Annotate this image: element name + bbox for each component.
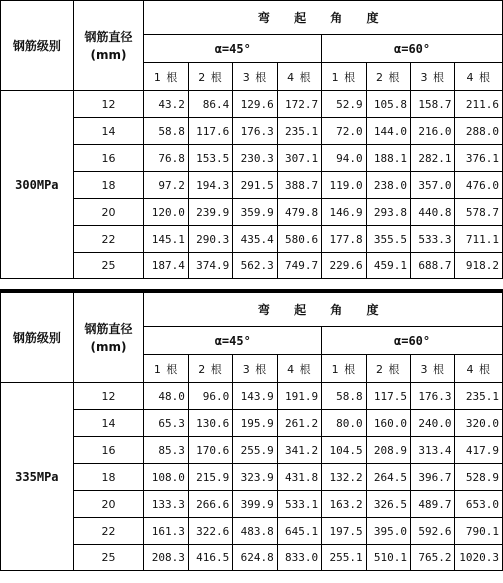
grade-label: 335MPa — [1, 383, 74, 571]
length-cell: 790.1 — [455, 518, 503, 545]
length-cell: 562.3 — [233, 253, 277, 279]
length-cell: 146.9 — [322, 199, 366, 226]
length-cell: 80.0 — [322, 410, 366, 437]
length-cell: 117.5 — [366, 383, 410, 410]
length-cell: 133.3 — [144, 491, 188, 518]
bar-count-header: 1 根 — [322, 63, 366, 91]
table-row — [1, 172, 503, 199]
length-cell: 170.6 — [188, 437, 232, 464]
length-cell: 528.9 — [455, 464, 503, 491]
table-row — [1, 383, 503, 410]
diameter-header — [73, 293, 144, 383]
length-cell: 1020.3 — [455, 545, 503, 571]
length-cell: 94.0 — [322, 145, 366, 172]
alpha-60-header: α=60° — [322, 35, 503, 63]
length-cell: 163.2 — [322, 491, 366, 518]
length-cell: 653.0 — [455, 491, 503, 518]
table-row — [1, 199, 503, 226]
length-cell: 476.0 — [455, 172, 503, 199]
bar-count-header: 1 根 — [144, 63, 188, 91]
length-cell: 197.5 — [322, 518, 366, 545]
length-cell: 85.3 — [144, 437, 188, 464]
length-cell: 58.8 — [322, 383, 366, 410]
length-cell: 533.1 — [277, 491, 321, 518]
header-row-angle — [1, 1, 503, 35]
diameter-header-label: 钢筋直径 — [84, 321, 133, 336]
length-cell: 341.2 — [277, 437, 321, 464]
length-cell: 191.9 — [277, 383, 321, 410]
length-cell: 52.9 — [322, 91, 366, 118]
length-cell: 58.8 — [144, 118, 188, 145]
length-cell: 130.6 — [188, 410, 232, 437]
length-cell: 72.0 — [322, 118, 366, 145]
length-cell: 172.7 — [277, 91, 321, 118]
length-cell: 483.8 — [233, 518, 277, 545]
length-cell: 355.5 — [366, 226, 410, 253]
diameter-cell: 18 — [73, 464, 144, 491]
length-cell: 144.0 — [366, 118, 410, 145]
length-cell: 578.7 — [455, 199, 503, 226]
bar-count-header: 2 根 — [188, 63, 232, 91]
table-row — [1, 253, 503, 279]
grade-header: 钢筋级别 — [1, 1, 74, 91]
length-cell: 417.9 — [455, 437, 503, 464]
length-cell: 376.1 — [455, 145, 503, 172]
bar-count-header: 3 根 — [411, 355, 455, 383]
length-cell: 105.8 — [366, 91, 410, 118]
length-cell: 711.1 — [455, 226, 503, 253]
diameter-header — [73, 1, 144, 91]
bar-count-header: 2 根 — [366, 355, 410, 383]
table-row — [1, 437, 503, 464]
grade-header: 钢筋级别 — [1, 293, 74, 383]
bar-count-header: 1 根 — [144, 355, 188, 383]
length-cell: 160.0 — [366, 410, 410, 437]
length-cell: 215.9 — [188, 464, 232, 491]
bar-count-header: 4 根 — [455, 355, 503, 383]
length-cell: 459.1 — [366, 253, 410, 279]
table-300mpa — [0, 0, 503, 279]
length-cell: 176.3 — [411, 383, 455, 410]
length-cell: 479.8 — [277, 199, 321, 226]
alpha-45-header: α=45° — [144, 327, 322, 355]
length-cell: 255.9 — [233, 437, 277, 464]
length-cell: 153.5 — [188, 145, 232, 172]
length-cell: 288.0 — [455, 118, 503, 145]
length-cell: 291.5 — [233, 172, 277, 199]
length-cell: 255.1 — [322, 545, 366, 571]
table-row — [1, 91, 503, 118]
length-cell: 489.7 — [411, 491, 455, 518]
length-cell: 399.9 — [233, 491, 277, 518]
table-row — [1, 410, 503, 437]
length-cell: 48.0 — [144, 383, 188, 410]
length-cell: 188.1 — [366, 145, 410, 172]
length-cell: 510.1 — [366, 545, 410, 571]
length-cell: 177.8 — [322, 226, 366, 253]
alpha-60-header: α=60° — [322, 327, 503, 355]
length-cell: 216.0 — [411, 118, 455, 145]
length-cell: 580.6 — [277, 226, 321, 253]
length-cell: 416.5 — [188, 545, 232, 571]
length-cell: 374.9 — [188, 253, 232, 279]
length-cell: 104.5 — [322, 437, 366, 464]
table-row — [1, 226, 503, 253]
bar-count-header: 4 根 — [277, 63, 321, 91]
length-cell: 833.0 — [277, 545, 321, 571]
length-cell: 208.9 — [366, 437, 410, 464]
length-cell: 749.7 — [277, 253, 321, 279]
bar-count-header: 2 根 — [188, 355, 232, 383]
length-cell: 145.1 — [144, 226, 188, 253]
length-cell: 323.9 — [233, 464, 277, 491]
length-cell: 129.6 — [233, 91, 277, 118]
bar-count-header: 3 根 — [233, 355, 277, 383]
bar-count-header: 2 根 — [366, 63, 410, 91]
length-cell: 239.9 — [188, 199, 232, 226]
length-cell: 264.5 — [366, 464, 410, 491]
bar-count-header: 4 根 — [277, 355, 321, 383]
length-cell: 158.7 — [411, 91, 455, 118]
diameter-header-label: 钢筋直径 — [84, 29, 133, 44]
diameter-cell: 25 — [73, 253, 144, 279]
length-cell: 143.9 — [233, 383, 277, 410]
length-cell: 624.8 — [233, 545, 277, 571]
length-cell: 322.6 — [188, 518, 232, 545]
length-cell: 320.0 — [455, 410, 503, 437]
length-cell: 132.2 — [322, 464, 366, 491]
header-row-angle — [1, 293, 503, 327]
diameter-cell: 20 — [73, 199, 144, 226]
length-cell: 533.3 — [411, 226, 455, 253]
length-cell: 187.4 — [144, 253, 188, 279]
length-cell: 592.6 — [411, 518, 455, 545]
length-cell: 117.6 — [188, 118, 232, 145]
length-cell: 195.9 — [233, 410, 277, 437]
length-cell: 230.3 — [233, 145, 277, 172]
bend-angle-header: 弯 起 角 度 — [144, 1, 503, 35]
length-cell: 261.2 — [277, 410, 321, 437]
length-cell: 86.4 — [188, 91, 232, 118]
bend-angle-header: 弯 起 角 度 — [144, 293, 503, 327]
length-cell: 76.8 — [144, 145, 188, 172]
diameter-cell: 22 — [73, 226, 144, 253]
length-cell: 43.2 — [144, 91, 188, 118]
diameter-cell: 25 — [73, 545, 144, 571]
diameter-cell: 12 — [73, 91, 144, 118]
table-335mpa — [0, 292, 503, 571]
length-cell: 120.0 — [144, 199, 188, 226]
diameter-cell: 20 — [73, 491, 144, 518]
diameter-cell: 16 — [73, 437, 144, 464]
length-cell: 395.0 — [366, 518, 410, 545]
length-cell: 229.6 — [322, 253, 366, 279]
length-cell: 357.0 — [411, 172, 455, 199]
length-cell: 293.8 — [366, 199, 410, 226]
length-cell: 282.1 — [411, 145, 455, 172]
length-cell: 108.0 — [144, 464, 188, 491]
length-cell: 119.0 — [322, 172, 366, 199]
length-cell: 326.5 — [366, 491, 410, 518]
length-cell: 290.3 — [188, 226, 232, 253]
length-cell: 194.3 — [188, 172, 232, 199]
length-cell: 176.3 — [233, 118, 277, 145]
diameter-cell: 14 — [73, 118, 144, 145]
length-cell: 359.9 — [233, 199, 277, 226]
length-cell: 211.6 — [455, 91, 503, 118]
diameter-cell: 22 — [73, 518, 144, 545]
length-cell: 431.8 — [277, 464, 321, 491]
table-row — [1, 518, 503, 545]
length-cell: 440.8 — [411, 199, 455, 226]
length-cell: 266.6 — [188, 491, 232, 518]
length-cell: 396.7 — [411, 464, 455, 491]
length-cell: 313.4 — [411, 437, 455, 464]
alpha-45-header: α=45° — [144, 35, 322, 63]
grade-label: 300MPa — [1, 91, 74, 279]
diameter-cell: 12 — [73, 383, 144, 410]
length-cell: 96.0 — [188, 383, 232, 410]
diameter-header-unit: (mm) — [90, 47, 127, 62]
length-cell: 435.4 — [233, 226, 277, 253]
table-row — [1, 145, 503, 172]
table-row — [1, 118, 503, 145]
table-row — [1, 545, 503, 571]
diameter-cell: 16 — [73, 145, 144, 172]
length-cell: 65.3 — [144, 410, 188, 437]
length-cell: 235.1 — [277, 118, 321, 145]
diameter-cell: 14 — [73, 410, 144, 437]
length-cell: 765.2 — [411, 545, 455, 571]
bar-count-header: 4 根 — [455, 63, 503, 91]
table-row — [1, 464, 503, 491]
bar-count-header: 3 根 — [411, 63, 455, 91]
table-row — [1, 491, 503, 518]
length-cell: 918.2 — [455, 253, 503, 279]
diameter-header-unit: (mm) — [90, 339, 127, 354]
length-cell: 240.0 — [411, 410, 455, 437]
diameter-cell: 18 — [73, 172, 144, 199]
length-cell: 645.1 — [277, 518, 321, 545]
length-cell: 235.1 — [455, 383, 503, 410]
length-cell: 688.7 — [411, 253, 455, 279]
length-cell: 307.1 — [277, 145, 321, 172]
length-cell: 97.2 — [144, 172, 188, 199]
length-cell: 161.3 — [144, 518, 188, 545]
bar-count-header: 1 根 — [322, 355, 366, 383]
bar-count-header: 3 根 — [233, 63, 277, 91]
length-cell: 208.3 — [144, 545, 188, 571]
length-cell: 388.7 — [277, 172, 321, 199]
length-cell: 238.0 — [366, 172, 410, 199]
